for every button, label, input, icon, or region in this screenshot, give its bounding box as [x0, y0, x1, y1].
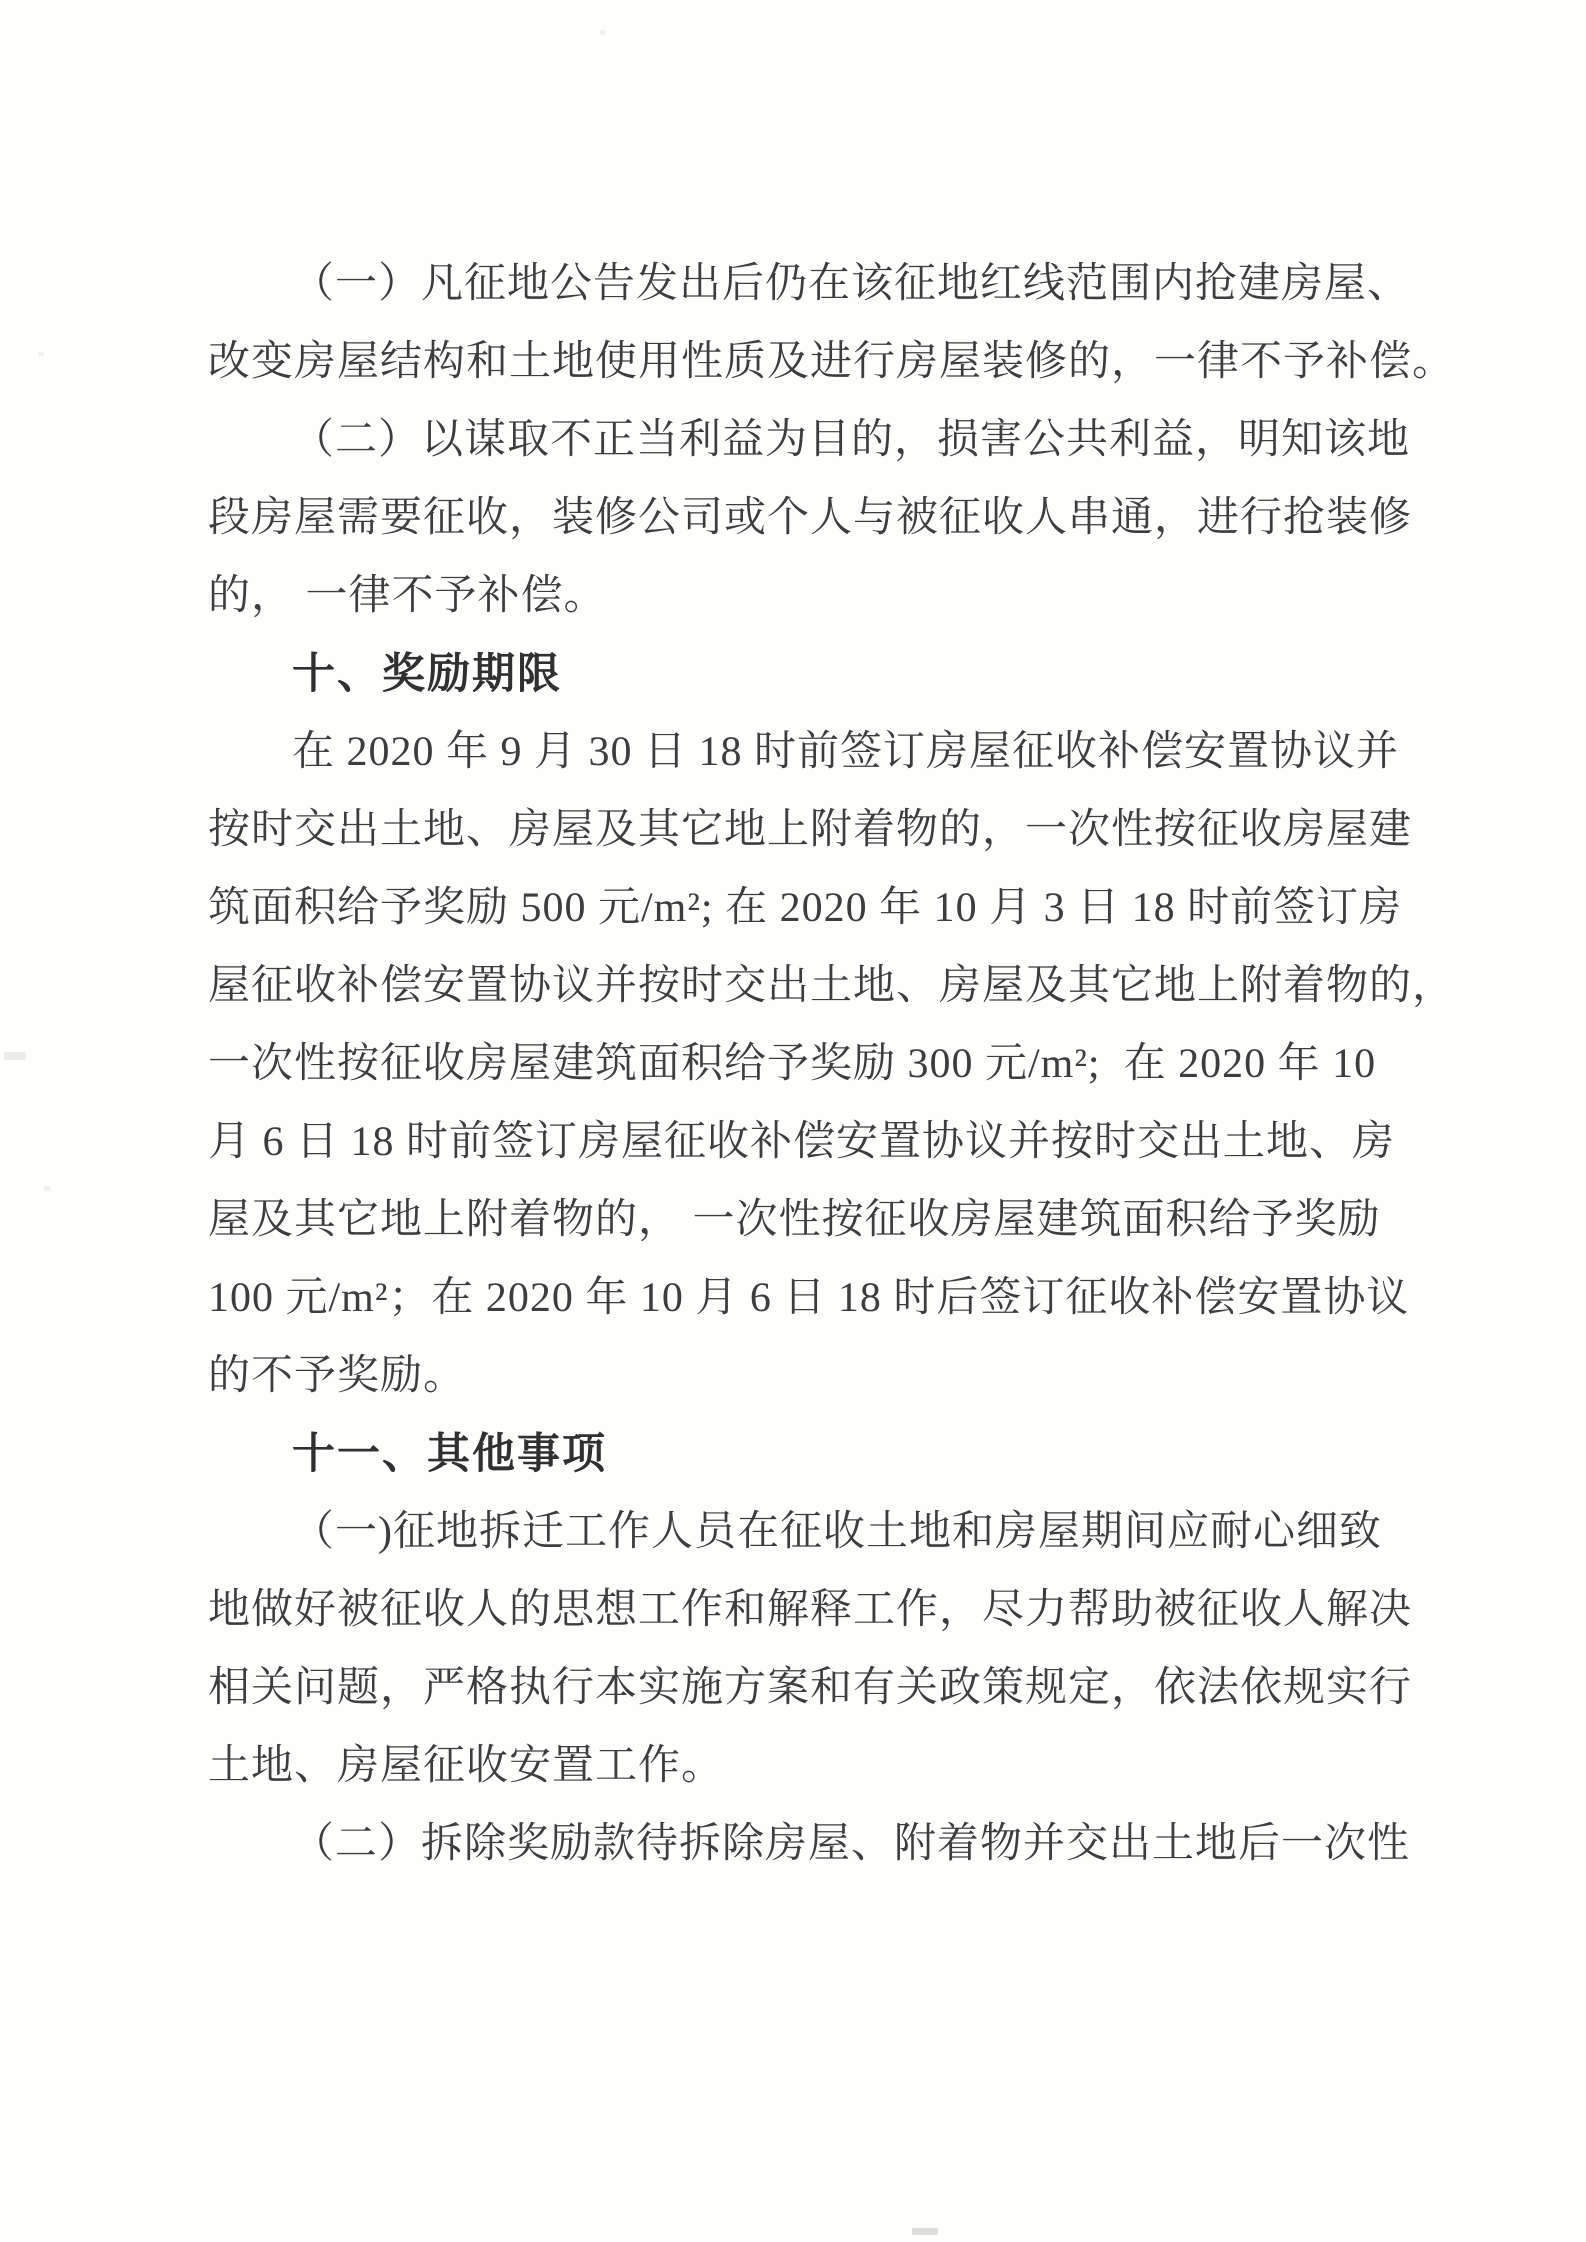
scan-speck: [4, 1052, 26, 1060]
text-line: 改变房屋结构和土地使用性质及进行房屋装修的，一律不予补偿。: [208, 339, 1456, 385]
text-line: 的不予奖励。: [208, 1353, 467, 1399]
text-line: 月 6 日 18 时前签订房屋征收补偿安置协议并按时交出土地、房: [208, 1119, 1396, 1165]
scan-speck: [600, 30, 605, 35]
text-line: 的， 一律不予补偿。: [208, 573, 607, 619]
section-heading-reward-period: 十、奖励期限: [292, 650, 562, 698]
text-line: （二）拆除奖励款待拆除房屋、附着物并交出土地后一次性: [292, 1821, 1411, 1867]
text-line: 按时交出土地、房屋及其它地上附着物的，一次性按征收房屋建: [208, 807, 1413, 853]
text-line: （二）以谋取不正当利益为目的，损害公共利益，明知该地: [292, 417, 1411, 463]
document-text-block: [208, 245, 1498, 1883]
text-line: （一)征地拆迁工作人员在征收土地和房屋期间应耐心细致: [292, 1509, 1382, 1555]
text-line: 土地、房屋征收安置工作。: [208, 1743, 725, 1789]
text-line: 屋及其它地上附着物的， 一次性按征收房屋建筑面积给予奖励: [208, 1197, 1381, 1243]
text-line: 段房屋需要征收，装修公司或个人与被征收人串通，进行抢装修: [208, 495, 1413, 541]
text-line: 相关问题，严格执行本实施方案和有关政策规定，依法依规实行: [208, 1665, 1413, 1711]
text-line: 地做好被征收人的思想工作和解释工作，尽力帮助被征收人解决: [208, 1587, 1413, 1633]
scan-speck: [44, 1186, 51, 1191]
text-line: （一）凡征地公告发出后仍在该征地红线范围内抢建房屋、: [292, 261, 1411, 307]
text-line: 一次性按征收房屋建筑面积给予奖励 300 元/m²; 在 2020 年 10: [208, 1041, 1377, 1087]
text-line: 100 元/m²；在 2020 年 10 月 6 日 18 时后签订征收补偿安置协议: [208, 1275, 1410, 1321]
text-line: 在 2020 年 9 月 30 日 18 时前签订房屋征收补偿安置协议并: [292, 729, 1400, 775]
text-line: 屋征收补偿安置协议并按时交出土地、房屋及其它地上附着物的，: [208, 963, 1456, 1009]
scan-speck: [38, 352, 44, 356]
section-heading-other-items: 十一、其他事项: [292, 1430, 607, 1478]
scan-speck: [912, 2228, 938, 2235]
text-line: 筑面积给予奖励 500 元/m²; 在 2020 年 10 月 3 日 18 时前签订房: [208, 885, 1403, 931]
